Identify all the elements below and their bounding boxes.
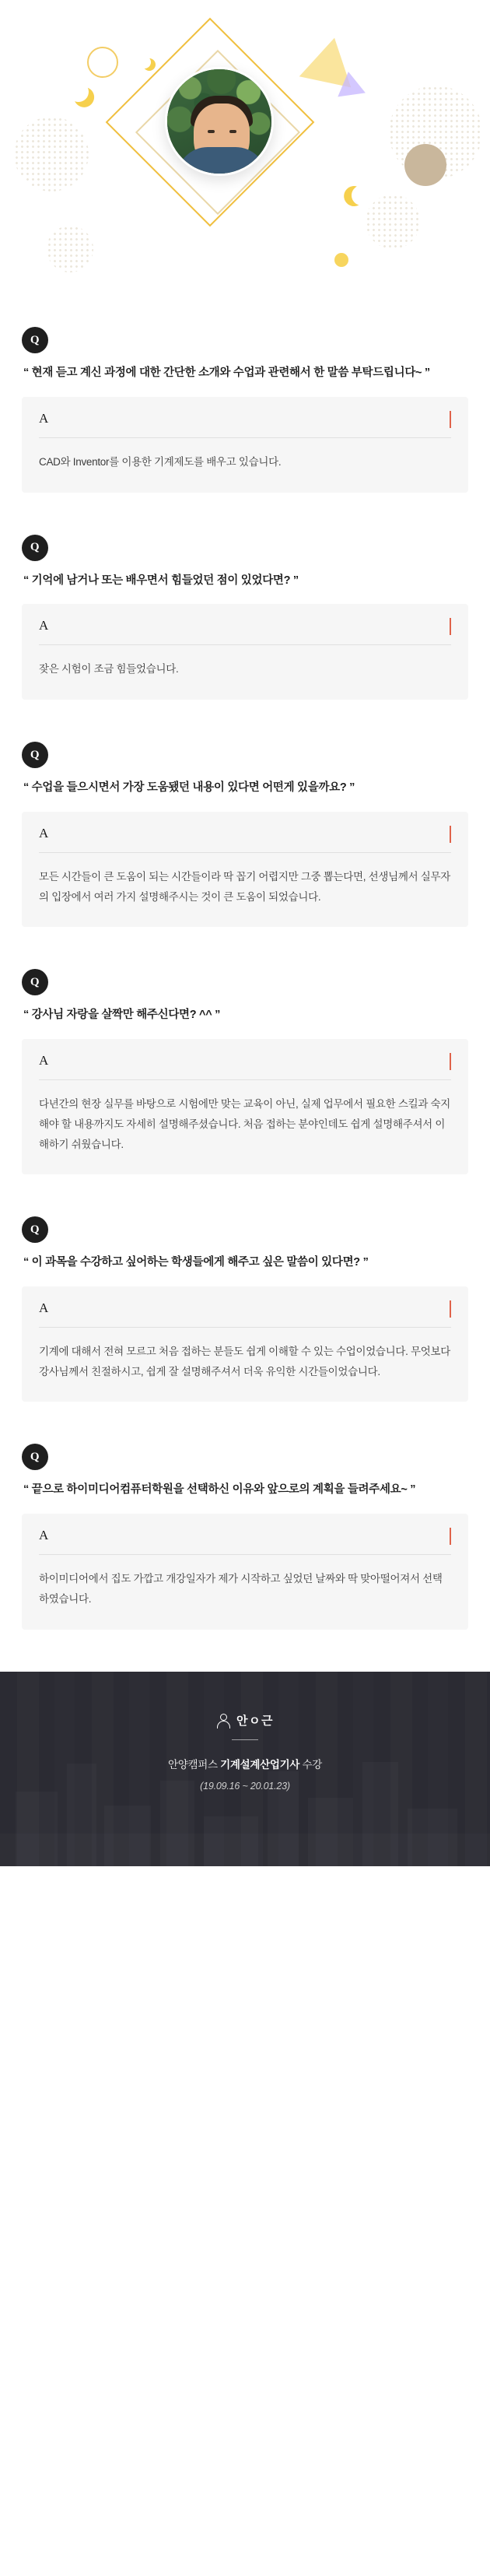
answer-card [22,1514,468,1629]
qa-item [22,969,468,1174]
answer-text: CAD와 Inventor를 이용한 기계제도를 배우고 있습니다. [39,455,282,468]
answer-badge: A [39,1300,49,1316]
answer-card [22,1286,468,1402]
question-text: “ 기억에 남거나 또는 배우면서 힘들었던 점이 있었다면? ” [23,574,299,587]
course-suffix: 수강 [299,1758,323,1771]
answer-text: 다년간의 현장 실무를 바탕으로 시험에만 맞는 교육이 아닌, 실제 업무에서 필요한 스킬과 숙지해야 할 내용까지도 자세히 설명해주셨습니다. 처음 접하는 분야인데도 쉽게 설명해주셔서 이해하기 쉬웠습니다. [39,1098,451,1150]
accent-tick [450,1053,451,1070]
question-badge: Q [22,742,48,768]
question-text: “ 이 과목을 수강하고 싶어하는 학생들에게 해주고 싶은 말씀이 있다면? ” [23,1256,369,1269]
answer-badge: A [39,618,49,633]
triangle-decoration [334,70,366,97]
user-name: 안ㅇ근 [236,1714,274,1728]
circle-decoration [334,253,348,267]
question-badge: Q [22,535,48,561]
answer-card [22,397,468,493]
crescent-moon-icon [138,56,151,68]
accent-tick [450,1300,451,1318]
divider [39,644,451,645]
question-badge: Q [22,1444,48,1470]
avatar-eye [208,130,215,133]
divider [39,1327,451,1328]
footer-bar [0,1672,490,1866]
divider [39,852,451,853]
user-row [0,1712,490,1728]
divider [39,1554,451,1555]
answer-card [22,1039,468,1174]
course-period: (19.09.16 ~ 20.01.23) [200,1780,290,1792]
qa-item [22,1444,468,1629]
answer-badge: A [39,1528,49,1543]
qa-item [22,535,468,700]
divider [39,1079,451,1080]
accent-tick [450,826,451,843]
campus-label: 안양캠퍼스 [167,1758,221,1771]
course-name: 기계설계산업기사 [220,1758,300,1771]
question-badge: Q [22,327,48,353]
answer-text: 잦은 시험이 조금 힘들었습니다. [39,663,179,676]
question-text: “ 강사님 자랑을 살짝만 해주신다면? ^^ ” [23,1009,221,1022]
avatar-eye [229,130,236,133]
user-icon [216,1714,229,1727]
answer-badge: A [39,826,49,841]
accent-tick [450,618,451,635]
question-text: “ 현재 듣고 계신 과정에 대한 간단한 소개와 수업과 관련해서 한 말씀 부탁드립니다~ ” [23,367,430,379]
question-text: “ 끝으로 하이미디어컴퓨터학원을 선택하신 이유와 앞으로의 계획을 들려주세요~ ” [23,1483,416,1497]
footer-content [0,1672,490,1792]
question-badge: Q [22,1216,48,1243]
avatar [165,67,274,176]
answer-text: 기계에 대해서 전혀 모르고 처음 접하는 분들도 쉽게 이해할 수 있는 수업이었습니다. 무엇보다 강사님께서 친절하시고, 쉽게 잘 설명해주셔서 더욱 유익한 시간들이었습니다. [39,1346,451,1377]
answer-card [22,812,468,927]
hero-banner [0,0,490,327]
dot-pattern-decoration [366,195,420,249]
answer-badge: A [39,410,49,426]
qa-item [22,1216,468,1402]
answer-card [22,604,468,700]
dot-pattern-decoration [47,226,93,272]
divider [39,437,451,438]
circle-decoration [404,144,446,186]
qa-list [0,327,490,1630]
dot-pattern-decoration [14,117,89,191]
course-line [0,1756,490,1771]
qa-item [22,327,468,493]
answer-text: 모든 시간들이 큰 도움이 되는 시간들이라 딱 꼽기 어렵지만 그중 뽑는다면, 선생님께서 실무자의 입장에서 여러 가지 설명해주시는 것이 큰 도움이 되었습니다. [39,871,451,903]
crescent-moon-icon [65,79,91,104]
answer-text: 하이미디어에서 집도 가깝고 개강일자가 제가 시작하고 싶었던 날짜와 딱 맞아떨어져서 선택하였습니다. [39,1573,443,1605]
qa-item [22,742,468,927]
circle-outline-decoration [87,47,118,78]
question-badge: Q [22,969,48,995]
crescent-moon-icon [348,181,376,209]
question-text: “ 수업을 들으시면서 가장 도움됐던 내용이 있다면 어떤게 있을까요? ” [23,781,355,795]
accent-tick [450,1528,451,1545]
divider [232,1739,258,1740]
answer-badge: A [39,1053,49,1069]
accent-tick [450,411,451,428]
